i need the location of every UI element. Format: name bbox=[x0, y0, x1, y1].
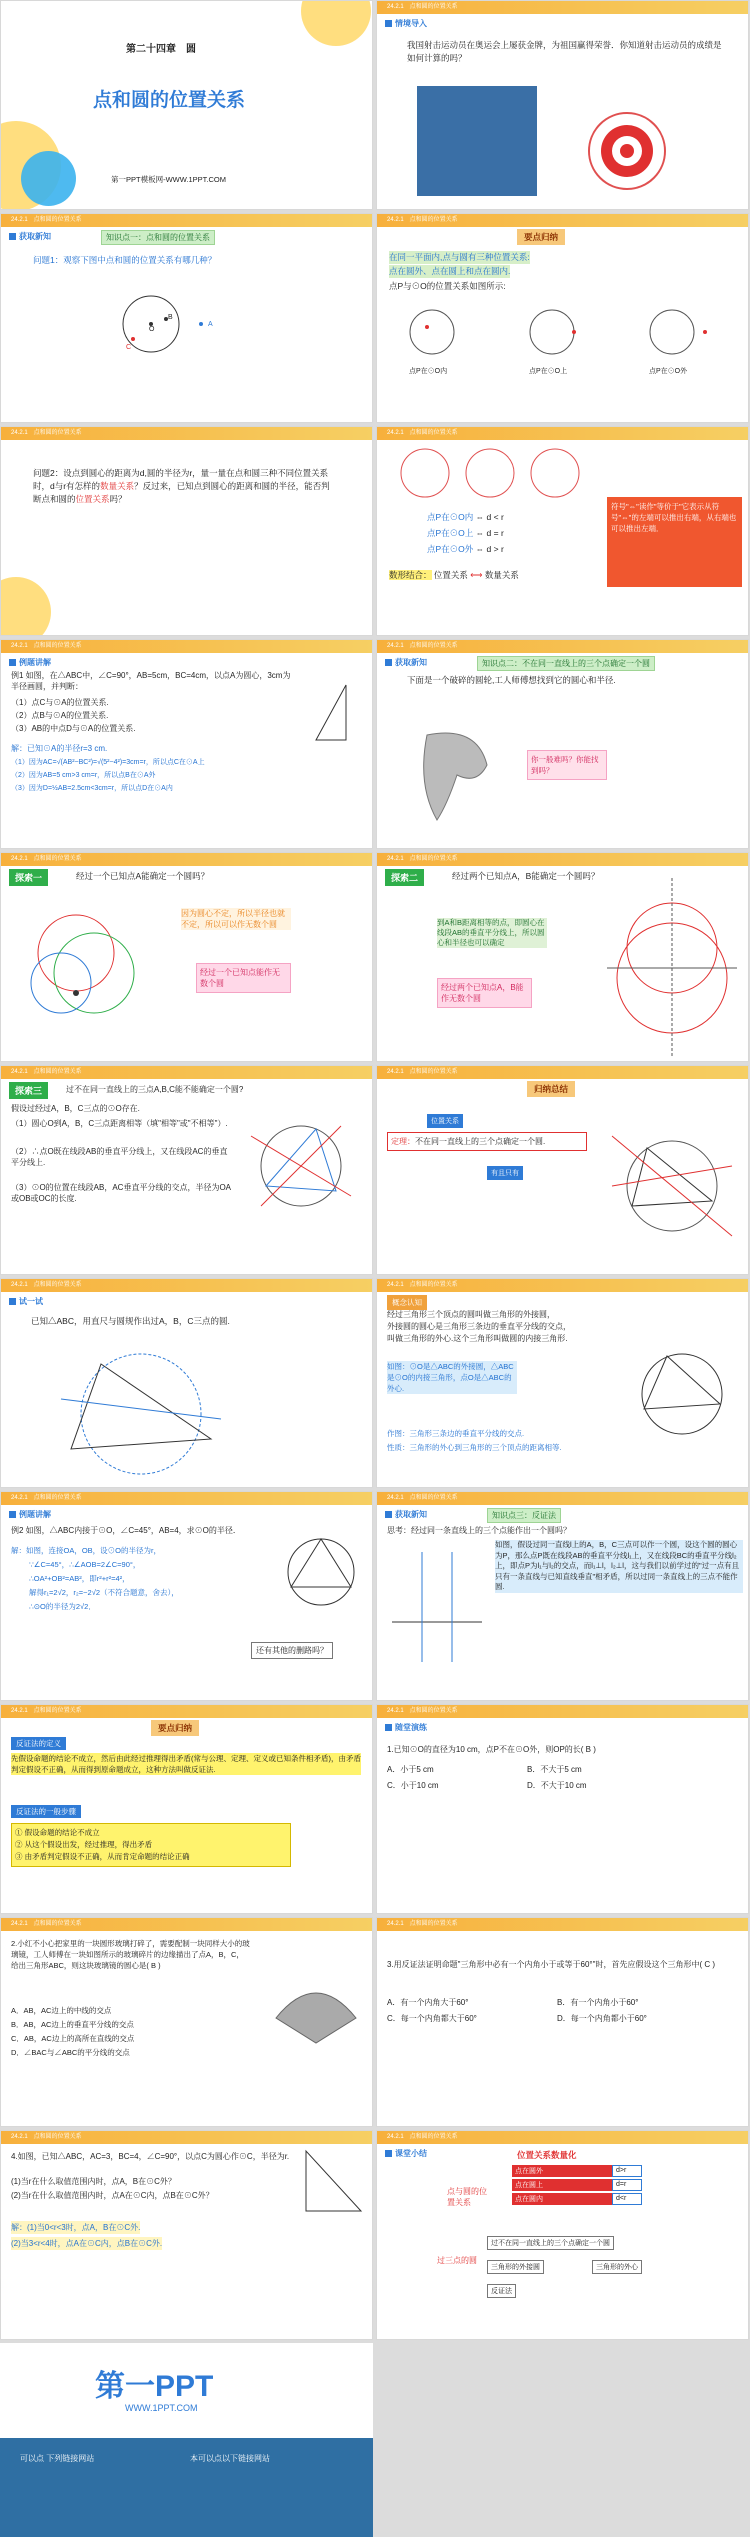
label-B: B bbox=[168, 314, 173, 321]
thought-bubble: 你一般难吗？你能找到吗？ bbox=[527, 750, 607, 780]
section-title: 随堂演练 bbox=[385, 1722, 427, 1733]
caption-1: 点P在⊙O内 bbox=[409, 368, 448, 375]
explore-question: 经过两个已知点A，B能确定一个圆吗？ bbox=[452, 871, 600, 881]
review-label2: 过三点的圆 bbox=[437, 2256, 477, 2265]
slide-practice2 bbox=[0, 1917, 373, 2127]
keyword-unique: 有且只有 bbox=[487, 1166, 523, 1180]
review-title: 位置关系数量化 bbox=[517, 2150, 577, 2160]
target-image bbox=[567, 106, 687, 196]
slide-header: 24.2.1 点和圆的位置关系 bbox=[1, 1066, 372, 1079]
solution-3: （3）因为D=½AB=2.5cm<3cm=r，所以点D在⊙A内 bbox=[11, 785, 173, 792]
slide-cover bbox=[0, 0, 373, 210]
explore-question: 经过一个已知点A能确定一个圆吗？ bbox=[76, 871, 210, 881]
caption-3: 点P在⊙O外 bbox=[649, 368, 688, 375]
practice-question: 4.如图，已知△ABC，AC=3，BC=4，∠C=90°，以点C为圆心作⊙C，半径为r. bbox=[11, 2152, 290, 2161]
definition-text: 先假设命题的结论不成立，然后由此经过推理得出矛盾(常与公理、定理、定义或已知条件相矛盾)，由矛盾判定假设不正确，从而得到原命题成立，这种方法叫做反证法. bbox=[11, 1754, 361, 1774]
explore-note: 到A和B距离相等的点，即圆心在线段AB的垂直平分线上，所以圆心和半径也可以确定 bbox=[437, 918, 547, 948]
knowledge-point: 知识点二：不在同一直线上的三个点确定一个圆 bbox=[477, 656, 655, 671]
slide-header: 24.2.1 点和圆的位置关系 bbox=[377, 1918, 748, 1931]
circumcircle-figure bbox=[627, 1349, 737, 1439]
concept-example: 如图：⊙O是△ABC的外接圆，△ABC是⊙O的内接三角形，点O是△ABC的外心. bbox=[387, 1361, 517, 1394]
circles-through-point bbox=[16, 893, 166, 1043]
cover-title: 点和圆的位置关系 bbox=[93, 90, 246, 111]
practice-sub2: (2)当r在什么取值范围内时，点A在⊙C内，点B在⊙C外？ bbox=[11, 2191, 214, 2200]
summary-line3: 点P与⊙O的位置关系如图所示: bbox=[389, 281, 506, 291]
option-B[interactable]: B．不大于5 cm bbox=[527, 1765, 582, 1774]
slide-header: 24.2.1 点和圆的位置关系 bbox=[1, 1918, 372, 1931]
explore-question: 过不在同一直线上的三点A,B,C能不能确定一个圆? bbox=[66, 1085, 244, 1094]
caption-2: 点P在⊙O上 bbox=[529, 368, 568, 375]
slide-practice4 bbox=[0, 2130, 373, 2340]
step-2: （1）圆心O到A，B，C三点距离相等（填"相等"或"不相等"）. bbox=[11, 1119, 228, 1128]
explore-result: 经过两个已知点A，B能作无数个圆 bbox=[437, 978, 532, 1008]
slide-summary3 bbox=[0, 1704, 373, 1914]
keyword-position: 位置关系 bbox=[427, 1114, 463, 1128]
slide-explore2 bbox=[376, 852, 749, 1062]
concept-line3: 叫做三角形的外心.这个三角形叫做圆的内接三角形. bbox=[387, 1334, 568, 1343]
option-D[interactable]: D．每一个内角都小于60° bbox=[557, 2014, 647, 2023]
inscribed-triangle-figure bbox=[281, 1532, 361, 1612]
section-title: 课堂小结 bbox=[385, 2148, 427, 2159]
slide-concept bbox=[376, 1278, 749, 1488]
slide-header: 24.2.1 点和圆的位置关系 bbox=[1, 2131, 372, 2144]
slide-explore3 bbox=[0, 1065, 373, 1275]
option-1: （1）点C与⊙A的位置关系. bbox=[11, 698, 109, 707]
answer-1: 解：(1)当0<r<3时，点A，B在⊙C外. bbox=[11, 2223, 141, 2232]
label-C: C bbox=[126, 344, 132, 351]
slide-review bbox=[376, 2130, 749, 2340]
broken-wheel-figure bbox=[417, 725, 497, 825]
slide-knowledge2 bbox=[376, 639, 749, 849]
question2: 问题2：设点到圆心的距离为d,圆的半径为r，量一量在点和圆三种不同位置关系时，d与r有怎样的数量关系？反过来，已知点到圆心的距离和圆的半径，能否判断点和圆的位置关系吗？ bbox=[33, 468, 330, 504]
slide-intro bbox=[376, 0, 749, 210]
three-circles-figure bbox=[387, 302, 737, 362]
label-A: A bbox=[208, 321, 213, 328]
practice-question: 3.用反证法证明命题"三角形中必有一个内角小于或等于60°"时，首先应假设这个三角形中( C ) bbox=[387, 1960, 715, 1969]
slide-header: 24.2.1 点和圆的位置关系 bbox=[377, 1279, 748, 1292]
intro-text: 我国射击运动员在奥运会上屡获金牌，为祖国赢得荣誉．你知道射击运动员的成绩是如何计算的吗？ bbox=[407, 40, 722, 63]
relation-circles bbox=[395, 443, 585, 503]
slide-header: 24.2.1 点和圆的位置关系 bbox=[1, 1492, 372, 1505]
slide-header: 24.2.1 点和圆的位置关系 bbox=[377, 427, 748, 440]
practice-sub1: (1)当r在什么取值范围内时，点A，B在⊙C外？ bbox=[11, 2177, 176, 2186]
review-item3: 反证法 bbox=[487, 2284, 516, 2298]
section-title: 获取新知 bbox=[385, 657, 427, 668]
mix-line: 数形结合： 位置关系 ⟷ 数量关系 bbox=[389, 570, 519, 580]
review-item2: 三角形的外接圆 bbox=[487, 2260, 544, 2274]
slide-relation bbox=[376, 426, 749, 636]
slide-header: 24.2.1 点和圆的位置关系 bbox=[1, 853, 372, 866]
practice-question: 2.小红不小心把家里的一块圆形玻璃打碎了，需要配制一块同样大小的玻璃镜，工人师傅在一块如图所示的玻璃碎片的边缘描出了点A，B，C，给出三角形ABC，则这块玻璃镜的圆心是( B ) bbox=[11, 1939, 250, 1970]
circumscribed-construction bbox=[41, 1339, 241, 1479]
option-D[interactable]: D．不大于10 cm bbox=[527, 1781, 587, 1790]
slide-header: 24.2.1 点和圆的位置关系 bbox=[377, 640, 748, 653]
option-B[interactable]: B．有一个内角小于60° bbox=[557, 1998, 639, 2007]
slide-practice3 bbox=[376, 1917, 749, 2127]
section-title: 试一试 bbox=[9, 1296, 43, 1307]
slide-header: 24.2.1 点和圆的位置关系 bbox=[1, 214, 372, 227]
two-point-circles bbox=[607, 878, 737, 1058]
slide-knowledge1 bbox=[0, 213, 373, 423]
shooter-image bbox=[417, 86, 537, 196]
right-triangle-figure bbox=[301, 2146, 371, 2221]
review-center: 三角形的外心 bbox=[592, 2260, 642, 2274]
equivalence-note: 符号"⇔"读作"等价于"它表示从符号"⇔"的左端可以推出右端，从右端也可以推出左端． bbox=[607, 497, 742, 587]
concept-line1: 经过三角形三个顶点的圆叫做三角形的外接圆， bbox=[387, 1310, 555, 1319]
option-C[interactable]: C．AB，AC边上的高所在直线的交点 bbox=[11, 2034, 135, 2043]
slide-header: 24.2.1 点和圆的位置关系 bbox=[1, 640, 372, 653]
knowledge-point: 知识点一：点和圆的位置关系 bbox=[101, 230, 215, 245]
slide-header: 24.2.1 点和圆的位置关系 bbox=[377, 853, 748, 866]
slide-summary2 bbox=[376, 1065, 749, 1275]
option-C[interactable]: C．每一个内角都大于60° bbox=[387, 2014, 477, 2023]
concept-line2: 外接圆的圆心是三角形三条边的垂直平分线的交点， bbox=[387, 1322, 571, 1331]
summary-title: 要点归纳 bbox=[151, 1720, 199, 1736]
summary-title: 要点归纳 bbox=[517, 229, 565, 245]
section-title: 情境导入 bbox=[385, 18, 427, 29]
slide-header: 24.2.1 点和圆的位置关系 bbox=[1, 1279, 372, 1292]
theorem-box: 定理：不在同一直线上的三个点确定一个圆. bbox=[387, 1132, 587, 1151]
row-outside: 点P在⊙O外 ⇔ d > r bbox=[427, 544, 504, 554]
footer-url[interactable]: WWW.1PPT.COM bbox=[125, 2403, 198, 2413]
section-title: 获取新知 bbox=[9, 231, 51, 242]
collinear-points-figure bbox=[392, 1552, 482, 1662]
review-item1: 过不在同一直线上的三个点确定一个圆 bbox=[487, 2236, 614, 2250]
option-3: （3）AB的中点D与⊙A的位置关系. bbox=[11, 724, 136, 733]
explore-tag: 探索二 bbox=[385, 869, 424, 886]
footer-col2: 本可以点以下链接网站 bbox=[190, 2454, 270, 2463]
property-note: 性质：三角形的外心到三角形的三个顶点的距离相等. bbox=[387, 1443, 562, 1452]
step-1: 假设过经过A，B，C三点的⊙O存在. bbox=[11, 1104, 140, 1113]
explore-note: 因为圆心不定，所以半径也就不定，所以可以作无数个圆 bbox=[181, 908, 291, 930]
solution-4: 解得r₁=2√2，r₂=−2√2（不符合题意，舍去）， bbox=[29, 1588, 179, 1597]
explore-tag: 探索一 bbox=[9, 869, 48, 886]
construction-note: 作图：三角形三条边的垂直平分线的交点. bbox=[387, 1429, 525, 1438]
option-D[interactable]: D．∠BAC与∠ABC的平分线的交点 bbox=[11, 2048, 130, 2057]
slide-example1 bbox=[0, 639, 373, 849]
solution-2: ∵∠C=45°，∴∠AOB=2∠C=90°， bbox=[29, 1560, 141, 1569]
glass-shard-figure bbox=[266, 1968, 366, 2048]
perpendicular-bisectors-figure bbox=[607, 1096, 737, 1266]
solution-3: ∴OA²+OB²=AB²，即r²+r²=4²， bbox=[29, 1574, 130, 1583]
section-title: 获取新知 bbox=[385, 1509, 427, 1520]
knowledge-point: 知识点三：反证法 bbox=[487, 1508, 561, 1523]
option-B[interactable]: B．AB，AC边上的垂直平分线的交点 bbox=[11, 2020, 134, 2029]
summary-line2: 点在圆外、点在圆上和点在圆内. bbox=[389, 266, 511, 276]
example-text: 例2 如图，△ABC内接于⊙O，∠C=45°，AB=4，求⊙O的半径． bbox=[11, 1526, 241, 1535]
solution: 解：如图，连接OA，OB，设⊙O的半径为r， bbox=[11, 1546, 162, 1555]
slide-question2 bbox=[0, 426, 373, 636]
solution: 解：已知⊙A的半径r=3 cm. bbox=[11, 744, 108, 753]
practice-question: 1.已知⊙O的直径为10 cm，点P不在⊙O外，则OP的长( B ) bbox=[387, 1745, 596, 1754]
slide-header: 24.2.1 点和圆的位置关系 bbox=[377, 2131, 748, 2144]
steps-box: ① 假设命题的结论不成立 ② 从这个假设出发，经过推理，得出矛盾 ③ 由矛盾判定假设不正确，从而肯定命题的结论正确 bbox=[11, 1823, 291, 1867]
option-A[interactable]: A．AB，AC边上的中线的交点 bbox=[11, 2006, 112, 2015]
slide-practice1 bbox=[376, 1704, 749, 1914]
label-O: O bbox=[149, 326, 155, 333]
three-point-circle bbox=[241, 1106, 361, 1226]
chapter-label: 第二十四章 圆 bbox=[126, 44, 196, 55]
slide-header: 24.2.1 点和圆的位置关系 bbox=[1, 427, 372, 440]
summary-line1: 在同一平面内,点与圆有三种位置关系: bbox=[389, 252, 530, 262]
slide-knowledge3 bbox=[376, 1491, 749, 1701]
slide-header: 24.2.1 点和圆的位置关系 bbox=[377, 1492, 748, 1505]
step-3: （2）∴点O既在线段AB的垂直平分线上，又在线段AC的垂直平分线上. bbox=[11, 1147, 228, 1167]
slide-header: 24.2.1 点和圆的位置关系 bbox=[377, 1705, 748, 1718]
option-A[interactable]: A．小于5 cm bbox=[387, 1765, 434, 1774]
point-circle-figure bbox=[111, 284, 221, 364]
slide-header: 24.2.1 点和圆的位置关系 bbox=[377, 1066, 748, 1079]
footer-col1: 可以点 下列链接网站 bbox=[20, 2454, 95, 2463]
cover-brand: 第一PPT模板网-WWW.1PPT.COM bbox=[111, 175, 226, 184]
steps-heading: 反证法的一般步骤 bbox=[11, 1805, 81, 1818]
row-on: 点P在⊙O上 ⇔ d = r bbox=[427, 528, 504, 538]
section-title: 例题讲解 bbox=[9, 657, 51, 668]
footer-logo: 第一PPT bbox=[95, 2370, 214, 2403]
section-title: 例题讲解 bbox=[9, 1509, 51, 1520]
slide-example2 bbox=[0, 1491, 373, 1701]
footer-panel bbox=[0, 2343, 373, 2537]
slide-header: 24.2.1 点和圆的位置关系 bbox=[377, 214, 748, 227]
slide-header: 24.2.1 点和圆的位置关系 bbox=[377, 1, 748, 14]
option-A[interactable]: A．有一个内角大于60° bbox=[387, 1998, 469, 2007]
step-4: （3）⊙O的位置在线段AB，AC垂直平分线的交点，半径为OA或OB或OC的长度. bbox=[11, 1183, 232, 1203]
slide-try bbox=[0, 1278, 373, 1488]
explore-tag: 探索三 bbox=[9, 1082, 48, 1099]
proof-text: 如图，假设过同一直线l上的A，B，C三点可以作一个圆，设这个圆的圆心为P，那么点P既在线段AB的垂直平分线l₁上，又在线段BC的垂直平分线l₂上，即点P为l₁与l₂的交点，而l₁⊥l，l₂⊥l，这与我们以前学过的"过一点有且只有一条直线与已知直线垂直"相矛盾，所以过同一条直线上的三点不能作圆. bbox=[495, 1540, 743, 1593]
slide-summary1 bbox=[376, 213, 749, 423]
question: 问题1：观察下图中点和圆的位置关系有哪几种？ bbox=[33, 255, 217, 265]
solution-1: （1）因为AC=√(AB²−BC²)=√(5²−4²)=3cm=r，所以点C在⊙A上 bbox=[11, 759, 205, 766]
option-2: （2）点B与⊙A的位置关系. bbox=[11, 711, 109, 720]
option-C[interactable]: C．小于10 cm bbox=[387, 1781, 439, 1790]
solution-5: ∴⊙O的半径为2√2． bbox=[29, 1602, 96, 1611]
review-label1: 点与圆的位置关系 bbox=[447, 2187, 487, 2207]
relation-table: 点在圆外 d>r 点在圆上 d=r 点在圆内 d<r bbox=[512, 2165, 642, 2205]
slide-explore1 bbox=[0, 852, 373, 1062]
slide-header: 24.2.1 点和圆的位置关系 bbox=[1, 1705, 372, 1718]
triangle-figure bbox=[301, 680, 361, 750]
definition-heading: 反证法的定义 bbox=[11, 1737, 66, 1750]
try-text: 已知△ABC，用直尺与圆规作出过A，B，C三点的圆. bbox=[31, 1316, 230, 1326]
example-text: 例1 如图，在△ABC中，∠C=90°，AB=5cm，BC=4cm，以点A为圆心，3cm为半径画圆，并判断： bbox=[11, 671, 291, 691]
answer-2: (2)当3<r<4时，点A在⊙C内，点B在⊙C外. bbox=[11, 2239, 163, 2248]
solution-2: （2）因为AB=5 cm>3 cm=r，所以点B在⊙A外 bbox=[11, 772, 156, 779]
knowledge-text: 下面是一个破碎的圆轮,工人师傅想找到它的圆心和半径. bbox=[407, 675, 616, 685]
row-inside: 点P在⊙O内 ⇔ d < r bbox=[427, 512, 504, 522]
other-method-question: 还有其他的删路吗？ bbox=[251, 1642, 333, 1659]
explore-result: 经过一个已知点能作无数个圆 bbox=[196, 963, 291, 993]
think-question: 思考：经过同一条直线上的三个点能作出一个圆吗？ bbox=[387, 1526, 571, 1535]
summary-title: 归纳总结 bbox=[527, 1081, 575, 1097]
concept-tag: 概念认知 bbox=[387, 1295, 427, 1310]
